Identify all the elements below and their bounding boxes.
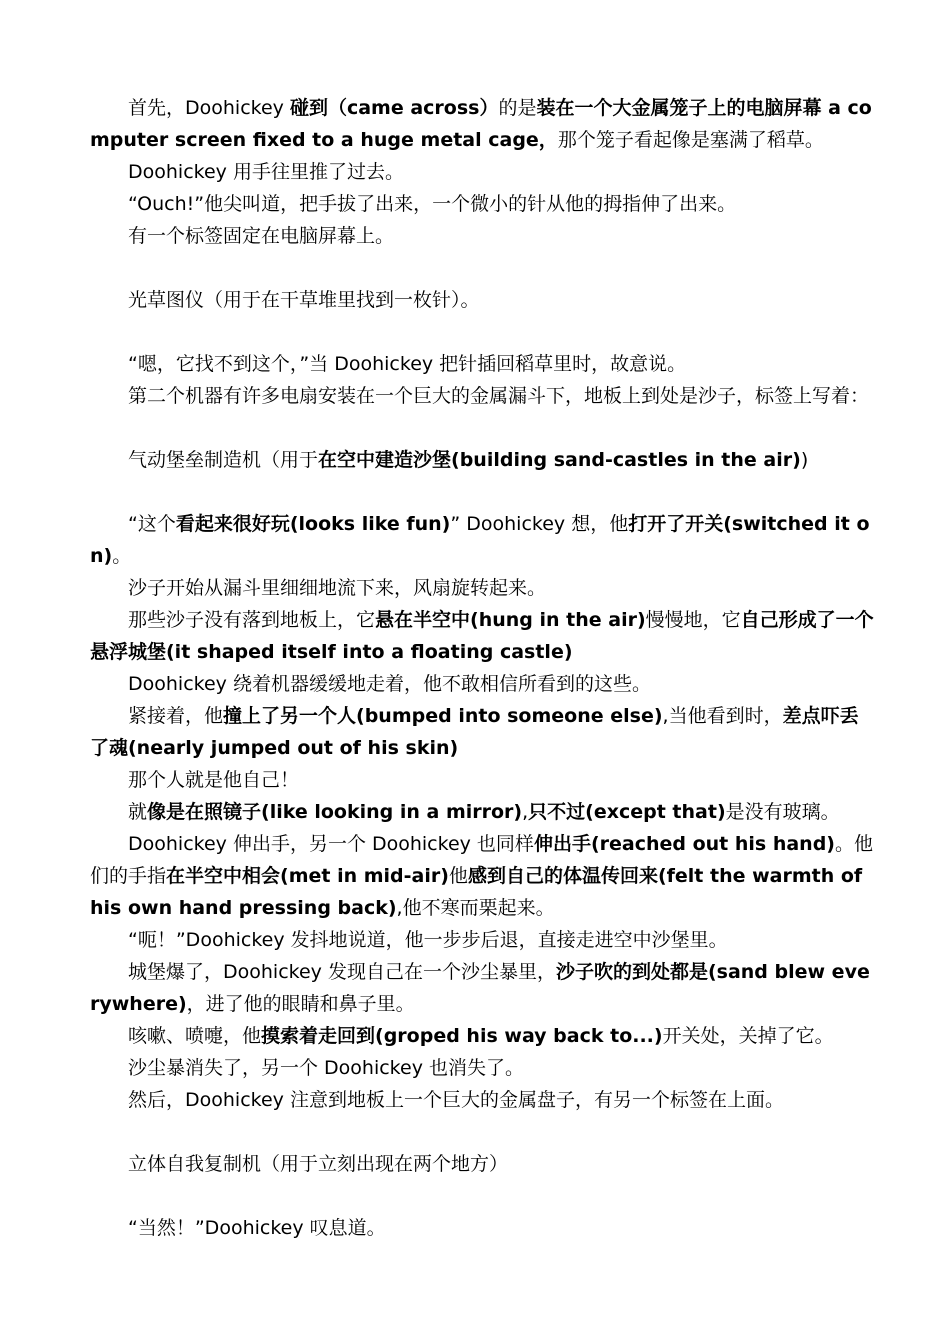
text-run: 然后，Doohickey 注意到地板上一个巨大的金属盘子，有另一个标签在上面。 — [128, 1089, 784, 1111]
paragraph — [90, 1148, 875, 1180]
document-body — [90, 92, 875, 1244]
text-run: 第二个机器有许多电扇安装在一个巨大的金属漏斗下，地板上到处是沙子，标签上写着： — [128, 385, 870, 407]
text-run: 有一个标签固定在电脑屏幕上。 — [128, 225, 395, 247]
text-run: 气动堡垒制造机（用于 — [128, 449, 319, 471]
text-run: 开关处，关掉了它。 — [662, 1025, 834, 1047]
paragraph — [90, 572, 875, 604]
paragraph — [90, 380, 875, 412]
text-run: 慢慢地，它 — [645, 609, 741, 631]
paragraph — [90, 796, 875, 828]
paragraph — [90, 956, 875, 1020]
text-run: 就 — [128, 801, 148, 823]
bold-phrase: 看起来很好玩(looks like fun) — [175, 513, 451, 535]
bold-phrase: 差点吓丢了魂(nearly jumped out of his skin) — [90, 705, 859, 759]
text-run: 那个人就是他自己！ — [128, 769, 300, 791]
text-run: 是没有玻璃。 — [725, 801, 840, 823]
blank-line — [90, 252, 875, 284]
bold-phrase: 像是在照镜子(like looking in a mirror) — [147, 801, 523, 823]
bold-phrase: 打开了开关(switched it on) — [90, 513, 870, 567]
text-run: 咳嗽、喷嚏，他 — [128, 1025, 262, 1047]
paragraph — [90, 92, 875, 156]
text-run: 那个笼子看起像是塞满了稻草。 — [557, 129, 824, 151]
text-run: Doohickey 绕着机器缓缓地走着，他不敢相信所看到的这些。 — [128, 673, 651, 695]
text-run: 首先，Doohickey — [128, 97, 290, 119]
paragraph — [90, 828, 875, 924]
paragraph — [90, 1212, 875, 1244]
bold-phrase: 悬在半空中(hung in the air) — [375, 609, 646, 631]
text-run: 。 — [112, 545, 132, 567]
bold-phrase: 撞上了另一个人(bumped into someone else) — [223, 705, 663, 727]
paragraph — [90, 444, 875, 476]
paragraph — [90, 348, 875, 380]
bold-phrase: 自己形成了一个悬浮城堡(it shaped itself into a floating castle) — [90, 609, 874, 663]
paragraph — [90, 284, 875, 316]
text-run: Doohickey 用手往里推了过去。 — [128, 161, 404, 183]
paragraph — [90, 604, 875, 668]
text-run: 沙尘暴消失了，另一个 Doohickey 也消失了。 — [128, 1057, 524, 1079]
text-run: Doohickey 伸出手，另一个 Doohickey 也同样 — [128, 833, 534, 855]
bold-phrase: 在半空中相会(met in mid-air) — [166, 865, 449, 887]
text-run: “呃！”Doohickey 发抖地说道，他一步步后退，直接走进空中沙堡里。 — [128, 929, 728, 951]
bold-phrase: 感到自己的体温传回来(felt the warmth of his own hand pressing back) — [90, 865, 863, 919]
bold-phrase: 摸索着走回到(groped his way back to...) — [261, 1025, 663, 1047]
bold-phrase: 装在一个大金属笼子上的电脑屏幕 a computer screen fixed to a huge metal cage， — [90, 97, 872, 151]
blank-line — [90, 412, 875, 444]
text-run: ，进了他的眼睛和鼻子里。 — [186, 993, 415, 1015]
text-run: ,当他看到时， — [662, 705, 783, 727]
text-run: ” Doohickey 想，他 — [450, 513, 629, 535]
bold-phrase: 在空中建造沙堡(building sand-castles in the air) — [318, 449, 801, 471]
paragraph — [90, 508, 875, 572]
paragraph — [90, 668, 875, 700]
paragraph — [90, 764, 875, 796]
text-run: “当然！”Doohickey 叹息道。 — [128, 1217, 386, 1239]
paragraph — [90, 1052, 875, 1084]
paragraph — [90, 220, 875, 252]
bold-phrase: 伸出手(reached out his hand) — [533, 833, 835, 855]
text-run: 那些沙子没有落到地板上，它 — [128, 609, 376, 631]
blank-line — [90, 316, 875, 348]
blank-line — [90, 1116, 875, 1148]
text-run: ) — [800, 449, 809, 471]
text-run: 光草图仪（用于在干草堆里找到一枚针）。 — [128, 289, 480, 311]
bold-phrase: 碰到（came across） — [289, 97, 499, 119]
text-run: , — [522, 801, 529, 823]
paragraph — [90, 924, 875, 956]
paragraph — [90, 156, 875, 188]
paragraph — [90, 1020, 875, 1052]
text-run: “这个 — [128, 513, 176, 535]
blank-line — [90, 1180, 875, 1212]
text-run: 沙子开始从漏斗里细细地流下来，风扇旋转起来。 — [128, 577, 547, 599]
paragraph — [90, 700, 875, 764]
paragraph — [90, 188, 875, 220]
text-run: “Ouch!”他尖叫道，把手拔了出来，一个微小的针从他的拇指伸了出来。 — [128, 193, 737, 215]
text-run: 紧接着，他 — [128, 705, 224, 727]
text-run: ,他不寒而栗起来。 — [396, 897, 555, 919]
text-run: 的是 — [498, 97, 537, 119]
bold-phrase: 只不过(except that) — [528, 801, 726, 823]
text-run: 城堡爆了，Doohickey 发现自己在一个沙尘暴里， — [128, 961, 556, 983]
text-run: 。他们的手指 — [90, 833, 874, 887]
text-run: 他 — [448, 865, 468, 887]
blank-line — [90, 476, 875, 508]
text-run: “嗯，它找不到这个，”当 Doohickey 把针插回稻草里时，故意说。 — [128, 353, 687, 375]
paragraph — [90, 1084, 875, 1116]
bold-phrase: 沙子吹的到处都是(sand blew everywhere) — [90, 961, 870, 1015]
text-run: 立体自我复制机（用于立刻出现在两个地方） — [128, 1153, 509, 1175]
